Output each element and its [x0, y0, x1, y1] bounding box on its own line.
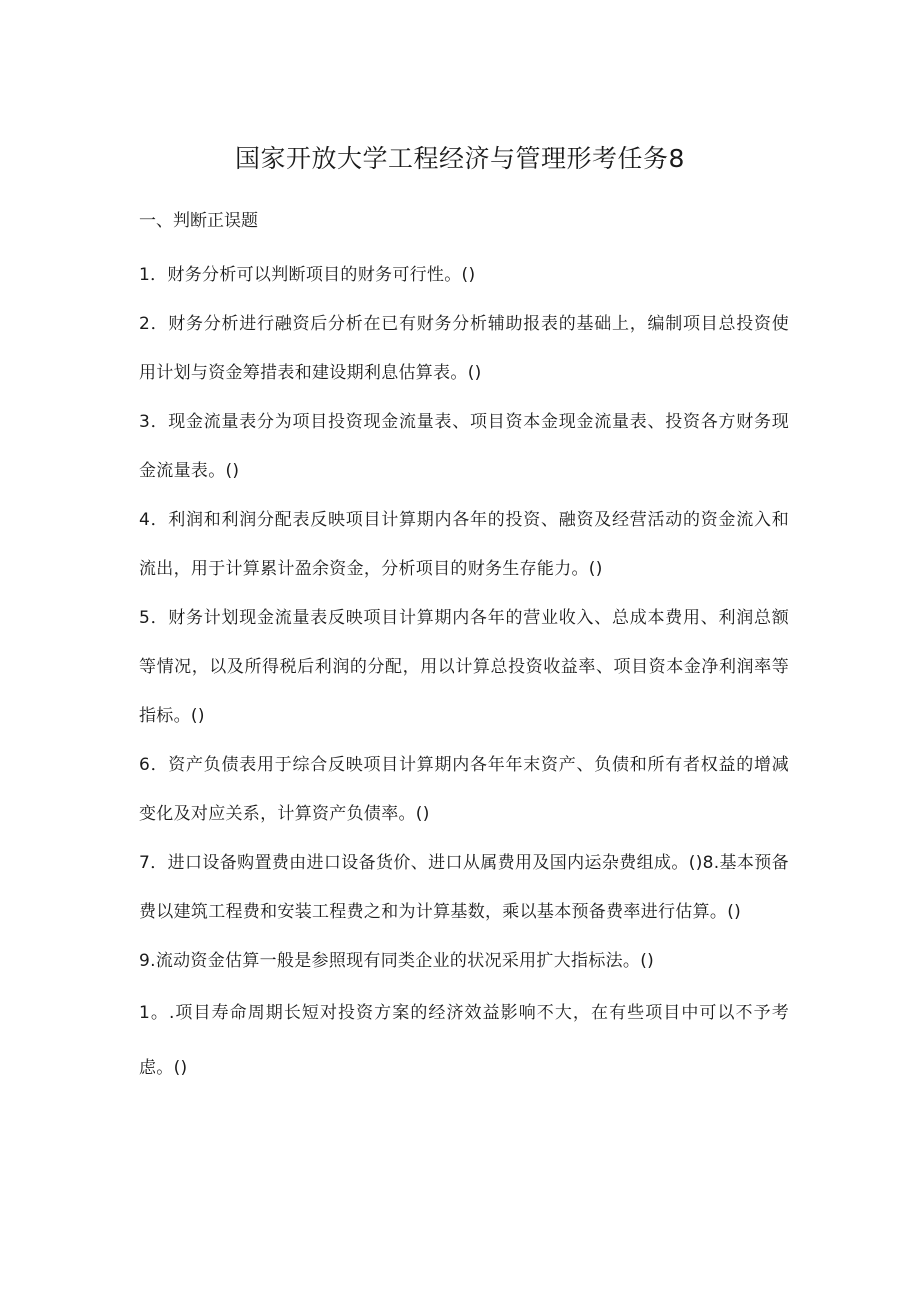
question-item: 5．财务计划现金流量表反映项目计算期内各年的营业收入、总成本费用、利润总额等情况，以及所得税后利润的分配，用以计算总投资收益率、项目资本金净利润率等指标。() [139, 608, 789, 726]
section-heading: 一、判断正误题 [139, 211, 258, 231]
question-item: 6．资产负债表用于综合反映项目计算期内各年年末资产、负债和所有者权益的增减变化及对应关系，计算资产负债率。() [139, 755, 789, 824]
document-title: 国家开放大学工程经济与管理形考任务8 [235, 144, 685, 173]
question-item: 1．财务分析可以判断项目的财务可行性。() [139, 265, 476, 285]
question-item: 4．利润和利润分配表反映项目计算期内各年的投资、融资及经营活动的资金流入和流出，用于计算累计盈余资金，分析项目的财务生存能力。() [139, 510, 789, 579]
question-item: 9.流动资金估算一般是参照现有同类企业的状况采用扩大指标法。() [139, 951, 655, 971]
question-item: 7．进口设备购置费由进口设备货价、进口从属费用及国内运杂费组成。()8.基本预备费以建筑工程费和安装工程费之和为计算基数，乘以基本预备费率进行估算。() [139, 853, 789, 922]
question-item: 2．财务分析进行融资后分析在已有财务分析辅助报表的基础上，编制项目总投资使用计划与资金筹措表和建设期利息估算表。() [139, 314, 789, 383]
question-list [139, 251, 789, 1096]
question-item: 1。.项目寿命周期长短对投资方案的经济效益影响不大，在有些项目中可以不予考虑。() [139, 1003, 789, 1078]
question-item: 3．现金流量表分为项目投资现金流量表、项目资本金现金流量表、投资各方财务现金流量表。() [139, 412, 789, 481]
